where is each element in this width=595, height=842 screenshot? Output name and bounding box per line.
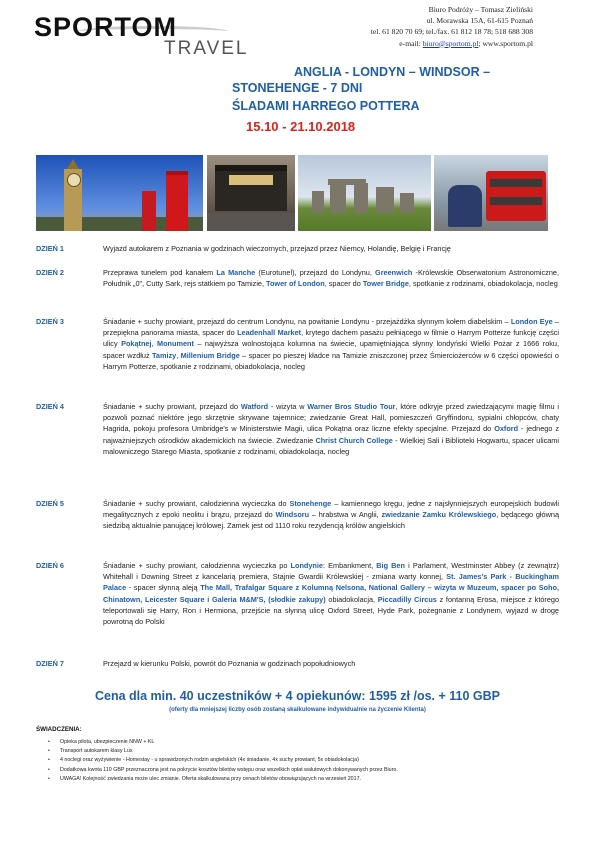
day-label: DZIEŃ 4	[36, 402, 64, 411]
photo-big-ben	[36, 155, 203, 231]
photo-stone	[354, 183, 368, 213]
day-description	[103, 658, 559, 669]
photo-stone	[400, 193, 414, 213]
description-text: – przepiękna panorama miasta, spacer do	[103, 317, 559, 338]
description-text: , krytego dachem pasażu pełniącego w filmie o Harrym Potterze funkcję części ulicy	[103, 328, 559, 349]
highlighted-place: Londynie	[290, 561, 323, 570]
photo-warner-bros-studio	[207, 155, 295, 231]
photo-studio-building	[215, 165, 287, 211]
highlighted-place: Leadenhall Market	[237, 328, 302, 338]
photo-studio-ground	[207, 213, 295, 231]
day-description	[103, 401, 559, 457]
description-text: : Embankment,	[322, 561, 377, 570]
description-text: - jednego z najważniejszych ośrodków akademickich na świecie. Zwiedzanie	[103, 424, 560, 445]
description-text: – hrabstwa w Anglii,	[309, 510, 382, 520]
services-title: ŚWIADCZENIA:	[36, 726, 82, 733]
day-label: DZIEŃ 7	[36, 659, 64, 668]
photo-phone-booth-small	[142, 191, 156, 231]
photo-tower-spire	[67, 159, 79, 169]
day-label: DZIEŃ 2	[36, 268, 64, 277]
highlighted-place: Tower Bridge	[362, 279, 409, 289]
description-text: Śniadanie + suchy prowiant, całodzienna wycieczka do	[103, 499, 290, 508]
day-label: DZIEŃ 5	[36, 499, 64, 508]
photo-stonehenge	[298, 155, 431, 231]
description-text: ,	[176, 350, 181, 360]
photo-stone	[376, 187, 394, 213]
highlighted-place: Tower of London	[266, 279, 325, 289]
office-address: ul. Morawska 15A, 61-615 Poznań	[426, 16, 533, 26]
description-text: -Królewskie Obserwatorium Astronomiczne, Południk „0", Cutty Sark, rejs statkiem po Tamizie,	[103, 268, 559, 289]
day-label: DZIEŃ 3	[36, 317, 64, 326]
description-text: , będącego główną siedzibą aktualnie panującej królowej. Zamek jest od 1110 roku rezydencją królów angielskich	[103, 510, 559, 531]
email-link[interactable]: biuro@sportom.pl	[422, 38, 479, 48]
office-name: Biuro Podróży – Tomasz Zieliński	[428, 5, 533, 14]
description-text: Śniadanie + suchy prowiant, przejazd do centrum Londynu, na powitanie Londynu - przejażdżka słynnym kołem diabelskim –	[103, 317, 511, 326]
highlighted-place: Oxford	[494, 424, 519, 434]
highlighted-place: Millenium Bridge	[180, 350, 240, 360]
services-list	[48, 738, 558, 784]
photo-studio-sign	[229, 175, 273, 185]
trip-title-line3: ŚLADAMI HARREGO POTTERA	[232, 99, 420, 113]
website-text: ; www.sportom.pl	[478, 38, 533, 48]
photo-london-bus	[434, 155, 548, 231]
day-description	[103, 498, 559, 532]
description-text: , spacer do	[324, 279, 363, 289]
photo-stone	[330, 185, 346, 213]
photo-phone-booth	[166, 171, 188, 231]
description-text: Wyjazd autokarem z Poznania w godzinach wieczornych, przejazd przez Niemcy, Holandię, Belgię i Francję	[103, 244, 451, 253]
logo-subtitle: TRAVEL	[164, 38, 249, 59]
day-label: DZIEŃ 6	[36, 561, 64, 570]
day-description	[103, 243, 559, 254]
photo-bus-window	[490, 179, 542, 187]
description-text: , które odkryje przed zwiedzającymi magię filmu i pozwoli poznać niektóre jego skrzętnie skrywane tajemnice; zwiedzanie Great Hall, pomieszczeń Gryffindoru, sypialni chłopców, chaty Hagrida, pokoju profesora Umbridge's w Ministerstwie Magii, ulica Pokątna oraz liczne efekty specjalne. Przejazd do	[103, 402, 559, 434]
highlighted-place: Tamizy	[152, 350, 177, 360]
highlighted-place: Pokątnej	[121, 339, 152, 349]
description-text: Śniadanie + suchy prowiant, przejazd do	[103, 402, 241, 411]
description-text: ,	[151, 339, 158, 349]
logo-wordmark: SPORTOM	[34, 12, 178, 42]
photo-clock-face	[67, 173, 81, 187]
description-text: Śniadanie + suchy prowiant, całodzienna wycieczka po	[103, 561, 291, 570]
highlighted-place: Watford	[240, 402, 269, 411]
day-description	[103, 316, 559, 372]
day-label: DZIEŃ 1	[36, 244, 64, 253]
description-text: obiadokolacja,	[325, 594, 378, 604]
highlighted-place: London Eye	[510, 317, 553, 326]
highlighted-place: zwiedzanie Zamku Królewskiego	[381, 510, 497, 520]
description-text: - Wielkiej Sali i Biblioteki Hogwartu, spacer ulicami malowniczego Starego Miasta, spotkanie z rodzinami, obiadokolacja, nocleg	[103, 435, 560, 456]
price-note: (oferty dla mniejszej liczby osób zostaną skalkulowane indywidualnie na życzenie Klienta)	[169, 707, 426, 713]
email-label: e-mail:	[399, 38, 421, 48]
highlighted-place: Big Ben	[376, 561, 405, 570]
office-email-line	[293, 38, 533, 49]
office-phones: tel. 61 820 70 69; tel./fax. 61 812 18 78; 518 688 308	[370, 27, 533, 37]
photo-bus-window	[490, 197, 542, 205]
day-description	[103, 267, 559, 289]
description-text: - spacer słynną aleją	[126, 583, 201, 593]
office-contact	[293, 4, 533, 49]
service-item: • Opieka pilota, ubezpieczenie NNW + KL	[48, 738, 558, 747]
description-text: Przeprawa tunelem pod kanałem	[103, 268, 217, 277]
highlighted-place: The Mall, Trafalgar Square z Kolumną Nelsona, National Gallery – wizyta w Muzeum, spacer po Soho, Chinatown, Leicester Square i Galeria M&M'S, (słodkie zakupy)	[103, 583, 560, 604]
photo-stone	[312, 191, 324, 213]
description-text: z fontanną Erosa, miejsce z którego teleportowali się Harry, Ron i Hermiona, przejście na słynną ulicę Oxford Street, Hyde Park, pożegnanie z Londynem, wyjazd w drogę powrotną do Polski	[103, 594, 560, 627]
trip-title-line2: STONEHENGE - 7 DNI	[232, 81, 363, 95]
description-text: – najwyższa wolnostojąca kolumna na świecie, upamiętniająca słynny londyński Wielki Pożar z 1666 roku, spacer wzdłuż	[103, 339, 559, 360]
service-item: • 4 noclegi oraz wyżywienie - Homestay - u sprawdzonych rodzin angielskich (4x śniadanie, 4x suchy prowiant, 5x obiadokolacja)	[48, 756, 558, 765]
service-item: • UWAGA! Kolejność zwiedzania może ulec zmianie. Oferta skalkulowana przy cenach biletów obowiązujących na wrzesień 2017.	[48, 775, 558, 784]
trip-title-line1: ANGLIA - LONDYN – WINDSOR –	[294, 65, 491, 79]
description-text: Przejazd w kierunku Polski, powrót do Poznania w godzinach popołudniowych	[103, 659, 356, 668]
description-text: (Eurotunel), przejazd do Londynu,	[255, 268, 376, 277]
description-text: , spotkanie z rodzinami, obiadokolacja, nocleg	[408, 279, 558, 289]
highlighted-place: Warner Bros Studio Tour	[307, 402, 396, 411]
description-text: i Parlament, Westminster Abbey (z zewnątrz) Whitehall i Downing Street z kancelarią premiera, Stajnie Gwardii Królewskiej - zmiana warty konnej,	[103, 561, 559, 582]
highlighted-place: Piccadilly Circus	[377, 594, 437, 604]
price-headline: Cena dla min. 40 uczestników + 4 opiekunów: 1595 zł /os. + 110 GBP	[94, 689, 500, 703]
description-text: – kamiennego kręgu, jedne z najsłynniejszych europejskich budowli megalitycznych z epoki neolitu i brązu, przejazd do	[103, 499, 559, 520]
highlighted-place: Monument	[157, 339, 194, 349]
highlighted-place: Windsoru	[275, 510, 310, 520]
highlighted-place: Christ Church College	[315, 435, 393, 445]
trip-dates: 15.10 - 21.10.2018	[246, 119, 356, 134]
highlighted-place: St. James's Park - Buckingham Palace	[103, 572, 559, 593]
description-text: - wizyta w	[268, 402, 308, 411]
day-description	[103, 560, 559, 627]
company-logo	[34, 12, 264, 60]
service-item: • Transport autokarem klasy Lux	[48, 747, 558, 756]
highlighted-place: Stonehenge	[289, 499, 332, 508]
highlighted-place: Greenwich	[375, 268, 413, 277]
highlighted-place: La Manche	[216, 268, 256, 277]
photo-people	[448, 185, 482, 227]
description-text: – spacer po pieszej kładce na Tamizie zniszczonej przez Śmierciożerców w 6 części opowieści o Harrym Potterze, spotkanie z rodzinami, obiadokolacja, nocleg	[103, 350, 559, 371]
service-item: • Dodatkowa kwota 110 GBP przeznaczona jest na pokrycie kosztów biletów wstępu oraz wszelkich opłat walutowych dokonywanych przez Biuro.	[48, 766, 558, 775]
